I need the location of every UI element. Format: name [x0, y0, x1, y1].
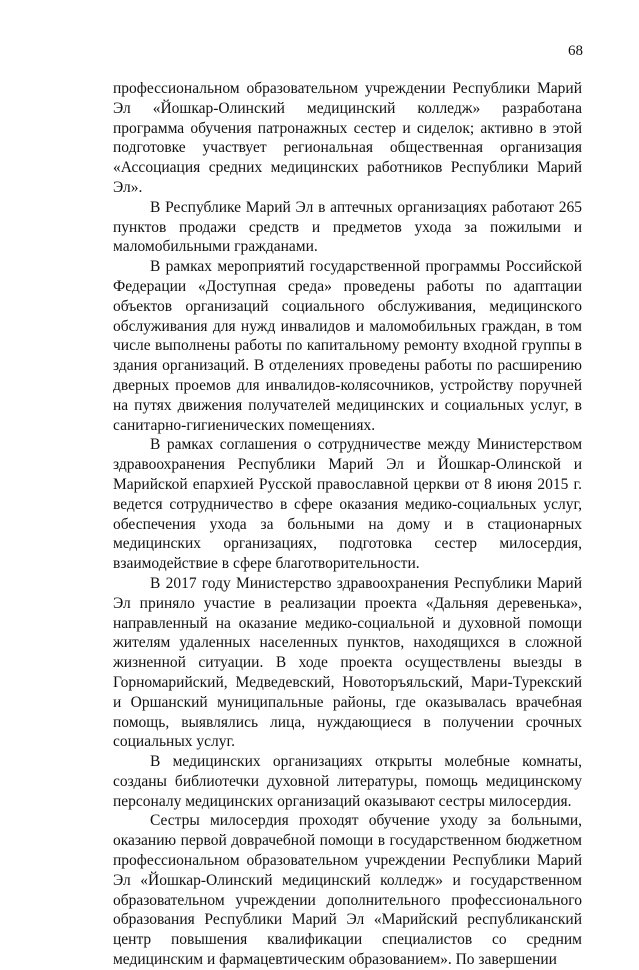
paragraph-2: В Республике Марий Эл в аптечных организациях работают 265 пунктов продажи средств и предметов ухода за пожилыми и маломобильными гражданами. — [113, 198, 582, 256]
paragraph-6: В медицинских организациях открыты молебные комнаты, созданы библиотечки духовной литературы, помощь медицинскому персоналу медицинских организаций оказывают сестры милосердия. — [113, 753, 582, 810]
paragraph-4: В рамках соглашения о сотрудничестве между Министерством здравоохранения Республики Марий Эл и Йошкар-Олинской и Марийской епархией Русской православной церкви от 8 июня 2015 г. ведется сотрудничество в сфере оказания медико-социальных услуг, обеспечения ухода за больными на дому и в стационарных медицинских организациях, подготовка сестер милосердия, взаимодействие в сфере благотворительности. — [113, 436, 582, 573]
paragraph-7: Сестры милосердия проходят обучение уходу за больными, оказанию первой доврачебной помощи в государственном бюджетном профессиональном образовательном учреждении Республики Марий Эл «Йошкар-Олинский медицинский колледж» и государственном образовательном учреждении дополнительного профессионального образования Республики Марий Эл «Марийский республиканский центр повышения квалификации специалистов со средним медицинским и фармацевтическим образованием». По завершении — [113, 812, 582, 969]
page-number: 68 — [568, 43, 583, 59]
paragraph-3: В рамках мероприятий государственной программы Российской Федерации «Доступная среда» проведены работы по адаптации объектов организаций социального обслуживания, медицинского обслуживания для нужд инвалидов и маломобильных граждан, в том числе выполнены работы по капитальному ремонту входной группы в здания организаций. В отделениях проведены работы по расширению дверных проемов для инвалидов-колясочников, устройству поручней на путях движения получателей медицинских и социальных услуг, в санитарно-гигиенических помещениях. — [113, 258, 582, 434]
body-text — [113, 79, 582, 970]
paragraph-1: профессиональном образовательном учреждении Республики Марий Эл «Йошкар-Олинский медицинский колледж» разработана программа обучения патронажных сестер и сиделок; активно в этой подготовке участвует региональная общественная организация «Ассоциация средних медицинских работников Республики Марий Эл». — [113, 80, 582, 196]
paragraph-5: В 2017 году Министерство здравоохранения Республики Марий Эл приняло участие в реализации проекта «Дальняя деревенька», направленный на оказание медико-социальной и духовной помощи жителям удаленных населенных пунктов, находящихся в сложной жизненной ситуации. В ходе проекта осуществлены выезды в Горномарийский, Медведевский, Новоторъяльский, Мари-Турекский и Оршанский муниципальные районы, где оказывалась врачебная помощь, выявлялись лица, нуждающиеся в получении срочных социальных услуг. — [113, 574, 582, 751]
